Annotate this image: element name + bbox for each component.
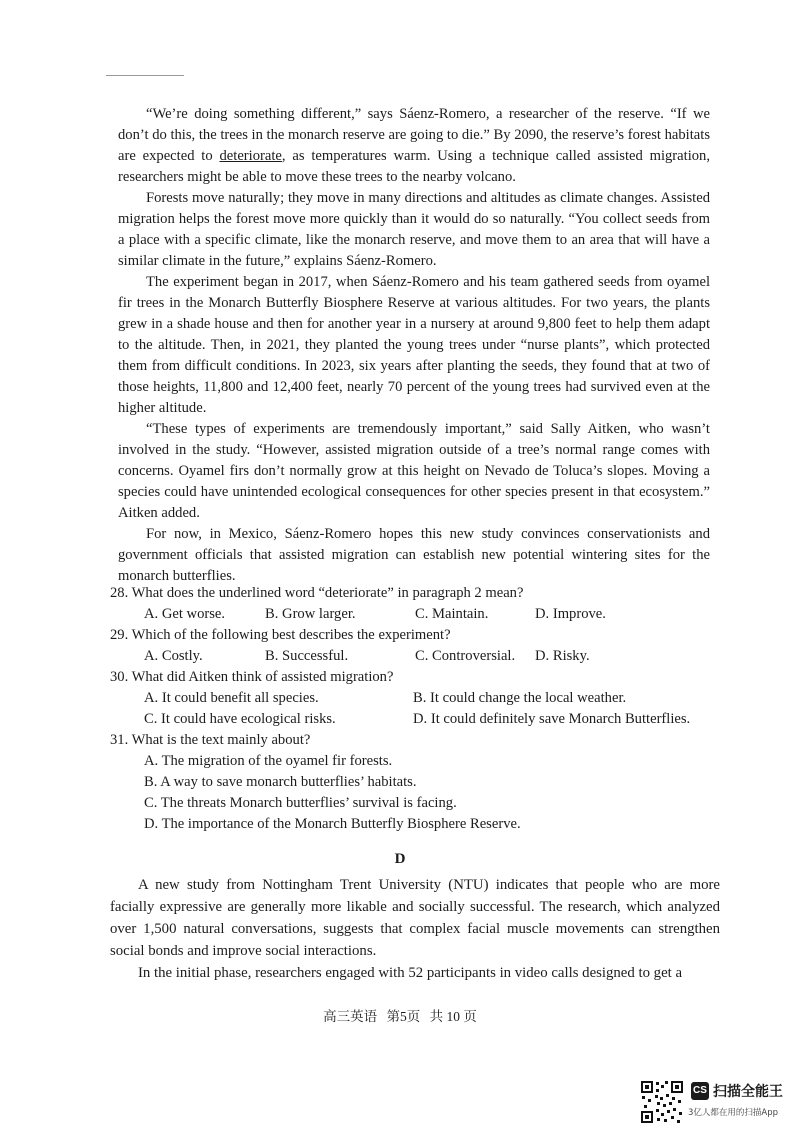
paragraph-4: “These types of experiments are tremendously important,” said Sally Aitken, who wasn’t involved in the study. “However, assisted migration outside of a tree’s normal range comes with concerns. Oyamel firs don’t normally grow at this height on Nevado de Toluca’s slopes. Moving a species could have unintended ecological consequences for other species present in that ecosystem.” Aitken added. xyxy=(118,421,710,521)
question-stem: 31. What is the text mainly about? xyxy=(110,732,311,748)
option-c: C. Controversial. xyxy=(415,648,516,664)
question-31-option-d xyxy=(118,814,718,835)
option-c: C. Maintain. xyxy=(415,606,489,622)
question-31-option-a xyxy=(118,751,718,772)
passage-c xyxy=(118,104,710,587)
question-28 xyxy=(110,583,718,604)
option-a: A. Costly. xyxy=(144,648,203,664)
section-heading: D xyxy=(394,851,406,867)
qr-code-icon xyxy=(640,1080,684,1124)
option-b: B. Grow larger. xyxy=(265,606,356,622)
page-footer xyxy=(0,1005,800,1025)
option-a: A. The migration of the oyamel fir forests. xyxy=(144,753,393,769)
question-30 xyxy=(110,667,718,688)
question-stem: 30. What did Aitken think of assisted migration? xyxy=(110,669,394,685)
option-d: D. The importance of the Monarch Butterfly Biosphere Reserve. xyxy=(144,816,521,832)
question-30-options-cd xyxy=(118,709,718,730)
paragraph-3: The experiment began in 2017, when Sáenz-Romero and his team gathered seeds from oyamel fir trees in the Monarch Butterfly Biosphere Reserve at various altitudes. For two years, the plants grew in a shade house and then for another year in a nursery at around 9,800 feet to help them adapt to the altitude. Then, in 2021, they planted the young trees under “nurse plants”, which protected them from difficult conditions. In 2023, six years after planting the seeds, they found that at two of those heights, 11,800 and 12,400 feet, nearly 70 percent of the young trees had survived even at the higher altitude. xyxy=(118,274,710,416)
question-30-options-ab xyxy=(118,688,718,709)
paragraph-1: “We’re doing something different,” says Sáenz-Romero, a researcher of the reserve. “If we don’t do this, the trees in the monarch reserve are going to die.” By 2090, the reserve’s forest habitats are expected to deteriorate, as temperatures warm. Using a technique called assisted migration, researchers might be able to move these trees to the nearby volcano. xyxy=(118,106,710,185)
underlined-word: deteriorate xyxy=(219,148,282,164)
camscanner-logo: CS xyxy=(691,1082,709,1100)
paragraph-d2: In the initial phase, researchers engaged with 52 participants in video calls designed to get a xyxy=(138,965,683,981)
option-b: B. It could change the local weather. xyxy=(413,690,627,706)
scanner-tagline: 3亿人都在用的扫描App xyxy=(688,1108,779,1118)
footer-total: 共 10 页 xyxy=(429,1009,477,1024)
paragraph-d1: A new study from Nottingham Trent University (NTU) indicates that people who are more facially expressive are generally more likable and socially successful. The research, which analyzed over 1,500 natural conversations, suggests that complex facial muscle movements can strengthen social bonds and improve social interactions. xyxy=(110,877,720,959)
question-29-options xyxy=(118,646,718,667)
question-stem: 29. Which of the following best describes the experiment? xyxy=(110,627,451,643)
question-31 xyxy=(110,730,718,751)
paragraph-5: For now, in Mexico, Sáenz-Romero hopes this new study convinces conservationists and government officials that assisted migration can establish new potential wintering sites for the monarch butterflies. xyxy=(118,526,710,584)
question-29 xyxy=(110,625,718,646)
question-stem: 28. What does the underlined word “deteriorate” in paragraph 2 mean? xyxy=(110,585,524,601)
option-b: B. Successful. xyxy=(265,648,349,664)
option-a: A. Get worse. xyxy=(144,606,226,622)
passage-d xyxy=(110,874,720,984)
option-c: C. The threats Monarch butterflies’ survival is facing. xyxy=(144,795,457,811)
top-rule xyxy=(106,75,184,76)
footer-subject: 高三英语 xyxy=(323,1009,378,1024)
option-d: D. Improve. xyxy=(535,606,606,622)
question-31-option-c xyxy=(118,793,718,814)
option-a: A. It could benefit all species. xyxy=(144,690,319,706)
question-28-options xyxy=(118,604,718,625)
question-31-option-b xyxy=(118,772,718,793)
option-b: B. A way to save monarch butterflies’ habitats. xyxy=(144,774,417,790)
paragraph-2: Forests move naturally; they move in many directions and altitudes as climate changes. Assisted migration helps the forest move more quickly than it would do so naturally. “You collect seeds from a place with a specific climate, like the monarch reserve, and move them to an area that will have a similar climate in the future,” explains Sáenz-Romero. xyxy=(118,190,710,269)
option-d: D. It could definitely save Monarch Butterflies. xyxy=(413,711,691,727)
option-c: C. It could have ecological risks. xyxy=(144,711,336,727)
footer-page: 第5页 xyxy=(386,1009,421,1024)
option-d: D. Risky. xyxy=(535,648,590,664)
scanner-app-name: 扫描全能王 xyxy=(713,1084,783,1100)
questions xyxy=(110,583,718,835)
